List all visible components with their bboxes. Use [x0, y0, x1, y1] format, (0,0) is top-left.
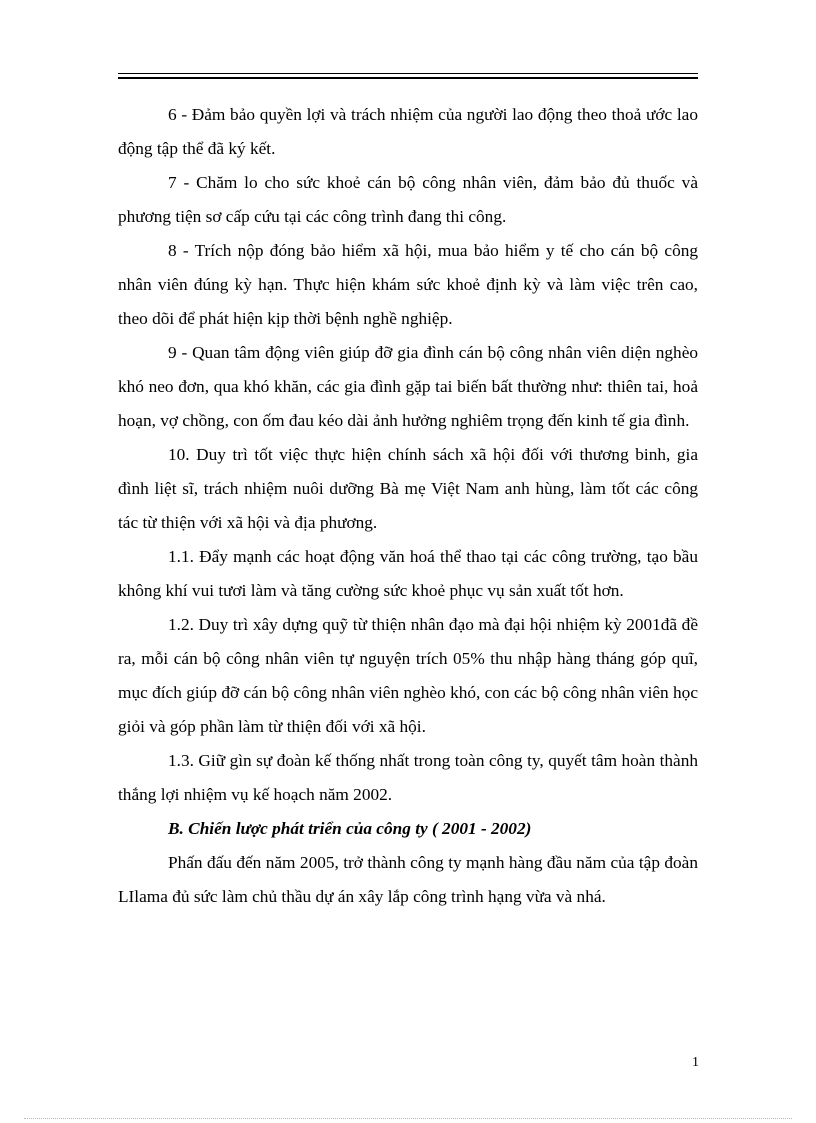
paragraph-item-8: 8 - Trích nộp đóng bảo hiểm xã hội, mua bảo hiểm y tế cho cán bộ công nhân viên đúng kỳ hạn. Thực hiện khám sức khoẻ định kỳ và làm việc trên cao, theo dõi để phát hiện kịp thời bệnh nghề nghiệp.	[118, 241, 698, 328]
header-rule-thick	[118, 77, 698, 79]
section-heading: B. Chiến lược phát triển của công ty ( 2001 - 2002)	[168, 819, 532, 838]
paragraph-item-1-3: 1.3. Giữ gìn sự đoàn kế thống nhất trong toàn công ty, quyết tâm hoàn thành thắng lợi nhiệm vụ kế hoạch năm 2002.	[118, 751, 698, 804]
paragraph-item-6: 6 - Đảm bảo quyền lợi và trách nhiệm của người lao động theo thoả ước lao động tập thể đã ký kết.	[118, 105, 698, 158]
header-rule-thin	[118, 73, 698, 74]
document-body	[118, 98, 698, 914]
page-bottom-border	[24, 1118, 792, 1119]
paragraph-item-1-1: 1.1. Đẩy mạnh các hoạt động văn hoá thể thao tại các công trường, tạo bầu không khí vui tươi làm và tăng cường sức khoẻ phục vụ sản xuất tốt hơn.	[118, 547, 698, 600]
page-number: 1	[692, 1055, 699, 1070]
closing-paragraph: Phấn đấu đến năm 2005, trở thành công ty mạnh hàng đầu năm của tập đoàn LIlama đủ sức làm chủ thầu dự án xây lắp công trình hạng vừa và nhá.	[118, 853, 698, 906]
paragraph-item-7: 7 - Chăm lo cho sức khoẻ cán bộ công nhân viên, đảm bảo đủ thuốc và phương tiện sơ cấp cứu tại các công trình đang thi công.	[118, 173, 698, 226]
paragraph-item-9: 9 - Quan tâm động viên giúp đỡ gia đình cán bộ công nhân viên diện nghèo khó neo đơn, qua khó khăn, các gia đình gặp tai biến bất thường như: thiên tai, hoả hoạn, vợ chồng, con ốm đau kéo dài ảnh hưởng nghiêm trọng đến kinh tế gia đình.	[118, 343, 698, 430]
paragraph-item-10: 10. Duy trì tốt việc thực hiện chính sách xã hội đối với thương binh, gia đình liệt sĩ, trách nhiệm nuôi dưỡng Bà mẹ Việt Nam anh hùng, làm tốt các công tác từ thiện với xã hội và địa phương.	[118, 445, 698, 532]
paragraph-item-1-2: 1.2. Duy trì xây dựng quỹ từ thiện nhân đạo mà đại hội nhiệm kỳ 2001đã đề ra, mỗi cán bộ công nhân viên tự nguyện trích 05% thu nhập hàng tháng góp quĩ, mục đích giúp đỡ cán bộ công nhân viên nghèo khó, con các bộ công nhân viên học giỏi và góp phần làm từ thiện đối với xã hội.	[118, 615, 698, 736]
